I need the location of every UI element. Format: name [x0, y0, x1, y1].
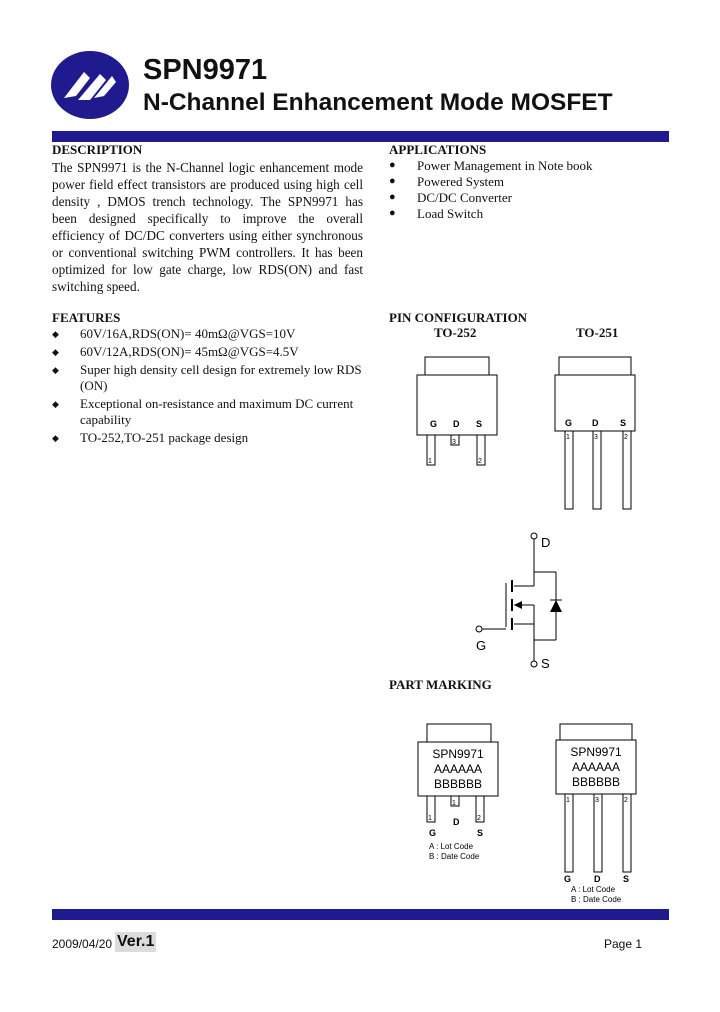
svg-text:3: 3 — [595, 797, 599, 804]
marking-line: AAAAAA — [433, 762, 483, 776]
list-item: ● Powered System — [389, 174, 689, 190]
marking-line: BBBBBB — [571, 775, 621, 789]
svg-text:S: S — [620, 418, 627, 428]
features-list — [52, 326, 372, 448]
package-label-to251: TO-251 — [576, 325, 619, 340]
part-marking-heading: PART MARKING — [389, 677, 492, 692]
svg-text:G: G — [565, 418, 573, 428]
header-divider — [52, 131, 669, 142]
marking-line: AAAAAA — [571, 760, 621, 774]
to252-marking-drawing — [415, 722, 510, 867]
footer-version: Ver.1 — [117, 933, 155, 950]
svg-text:1: 1 — [566, 797, 570, 804]
marking-line: BBBBBB — [433, 777, 483, 791]
gate-label: G — [476, 638, 487, 653]
features-heading: FEATURES — [52, 310, 121, 325]
pin-label-d: D — [453, 419, 460, 429]
list-item: ◆ TO-252,TO-251 package design — [52, 430, 372, 446]
description-text — [52, 159, 363, 295]
svg-text:S: S — [623, 874, 630, 884]
svg-text:3: 3 — [594, 434, 598, 441]
pin-label-g: G — [430, 419, 438, 429]
list-item: ◆ 60V/12A,RDS(ON)= 45mΩ@VGS=4.5V — [52, 344, 372, 360]
list-item: ◆ 60V/16A,RDS(ON)= 40mΩ@VGS=10V — [52, 326, 372, 342]
list-item: ◆ Super high density cell design for extremely low RDS (ON) — [52, 362, 372, 394]
svg-text:S: S — [477, 828, 484, 838]
marking-line: SPN9971 — [432, 747, 484, 761]
svg-text:1: 1 — [428, 458, 432, 465]
applications-heading: APPLICATIONS — [389, 142, 487, 157]
svg-text:G: G — [429, 828, 437, 838]
source-label: S — [541, 656, 550, 671]
pin-configuration-heading: PIN CONFIGURATION — [389, 310, 528, 325]
description-paragraph: The SPN9971 is the N-Channel logic enhancement mode power field effect transistors are produced using high cell density , DMOS trench technology. The SPN9971 has been designed specifically to improve the overall efficiency of DC/DC converters using either synchronous or conventional switching PWM controllers. It has been optimized for low gate charge, low RDS(ON) and fast switching speed. — [52, 160, 363, 294]
list-item: ● Power Management in Note book — [389, 158, 689, 174]
legend-date-code: B : Date Code — [429, 852, 480, 861]
mosfet-schematic — [470, 528, 590, 673]
svg-text:G: G — [564, 874, 572, 884]
svg-text:1: 1 — [428, 815, 432, 822]
legend-lot-code: A : Lot Code — [429, 842, 474, 851]
footer-divider — [52, 909, 669, 920]
svg-text:2: 2 — [477, 815, 481, 822]
footer-date: 2009/04/20 — [52, 937, 113, 951]
svg-text:D: D — [592, 418, 599, 428]
page-title: SPN9971 — [143, 54, 268, 86]
footer-page-number: Page 1 — [604, 937, 643, 951]
to251-marking-drawing — [553, 722, 648, 907]
company-logo — [50, 50, 130, 120]
svg-text:2: 2 — [624, 434, 628, 441]
svg-text:1: 1 — [566, 434, 570, 441]
page-subtitle: N-Channel Enhancement Mode MOSFET — [143, 89, 613, 116]
svg-text:1: 1 — [452, 800, 456, 807]
svg-text:3: 3 — [452, 439, 456, 446]
svg-text:2: 2 — [478, 458, 482, 465]
svg-text:D: D — [594, 874, 601, 884]
applications-list — [389, 158, 689, 222]
description-heading: DESCRIPTION — [52, 142, 143, 157]
svg-text:A : Lot Code: A : Lot Code — [571, 885, 616, 894]
drain-label: D — [541, 535, 551, 550]
list-item: ● DC/DC Converter — [389, 190, 689, 206]
to251-package-drawing — [553, 355, 643, 515]
pin-label-s: S — [476, 419, 483, 429]
package-label-to252: TO-252 — [434, 325, 477, 340]
to252-package-drawing — [415, 355, 505, 470]
marking-line: SPN9971 — [570, 745, 622, 759]
svg-text:D: D — [453, 817, 460, 827]
svg-text:B : Date Code: B : Date Code — [571, 895, 622, 904]
list-item: ◆ Exceptional on-resistance and maximum DC current capability — [52, 396, 372, 428]
svg-text:2: 2 — [624, 797, 628, 804]
list-item: ● Load Switch — [389, 206, 689, 222]
